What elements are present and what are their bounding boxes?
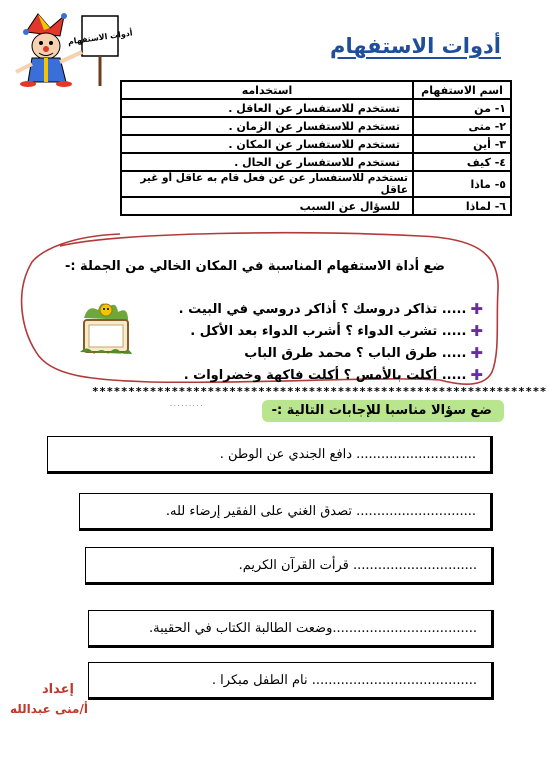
separator-line: *************************************************************** xyxy=(92,385,547,398)
question-word: ١- من xyxy=(413,99,511,117)
answer-line: ........................................ نام الطفل مبكرا . xyxy=(211,672,477,688)
table-row xyxy=(121,171,511,197)
question-word: ٤- كيف xyxy=(413,153,511,171)
plus-bullet-icon: ✚ xyxy=(470,344,483,362)
answer-box[interactable] xyxy=(79,493,493,531)
plus-bullet-icon: ✚ xyxy=(470,366,483,384)
table-row xyxy=(121,197,511,215)
fill-in-heading: ضع أداة الاستفهام المناسبة في المكان الخالي من الجملة :- xyxy=(64,259,445,274)
question-word-use: تستخدم للاستفسار عن المكان . xyxy=(121,135,413,153)
table-row xyxy=(121,99,511,117)
plus-bullet-icon: ✚ xyxy=(470,322,483,340)
clown-sign-illustration xyxy=(8,12,134,88)
answer-box[interactable] xyxy=(85,547,494,585)
ask-question-heading: ضع سؤالا مناسبا للإجابات التالية :- xyxy=(262,400,504,422)
list-item xyxy=(184,366,483,384)
credit-label: إعداد xyxy=(42,682,74,697)
question-word-use: للسؤال عن السبب xyxy=(121,197,413,215)
list-item xyxy=(190,322,483,340)
fill-in-sentence: ..... أكلت بالأمس ؟ أكلت فاكهة وخضراوات . xyxy=(183,367,467,383)
question-word-use: تستخدم للاستفسار عن العاقل . xyxy=(121,99,413,117)
question-word: ٣- أين xyxy=(413,135,511,153)
list-item xyxy=(179,300,483,318)
answer-line: .............................. قرأت القرآن الكريم. xyxy=(238,557,477,573)
column-header-name: اسم الاستفهام xyxy=(413,81,511,99)
question-word: ٥- ماذا xyxy=(413,171,511,197)
page-title: أدوات الاستفهام xyxy=(330,34,501,58)
plus-bullet-icon: ✚ xyxy=(470,300,483,318)
answer-line: ............................. تصدق الغني على الفقير إرضاء لله. xyxy=(165,503,476,519)
table-row xyxy=(121,153,511,171)
separator-dots: · · · · · · · · · xyxy=(170,403,203,410)
answer-box[interactable] xyxy=(88,662,494,700)
fill-in-sentence: ..... طرق الباب ؟ محمد طرق الباب xyxy=(244,345,467,361)
fill-in-sentence: ..... تذاكر دروسك ؟ أذاكر دروسي في البيت . xyxy=(178,301,467,317)
question-word: ٦- لماذا xyxy=(413,197,511,215)
question-word-use: تستخدم للاستفسار عن الزمان . xyxy=(121,117,413,135)
credit-author: أ/منى عبدالله xyxy=(10,702,88,716)
list-item xyxy=(244,344,483,362)
fill-in-sentence: ..... تشرب الدواء ؟ أشرب الدواء بعد الأكل . xyxy=(190,323,467,339)
question-word-use: تستخدم للاستفسار عن الحال . xyxy=(121,153,413,171)
sign-text: أدوات الاستفهام xyxy=(67,28,134,47)
table-header-row xyxy=(121,81,511,99)
decorative-frame-icon xyxy=(78,296,134,360)
question-word-use: تستخدم للاستفسار عن عن فعل قام به عاقل أو غير عاقل xyxy=(121,171,413,197)
question-words-table xyxy=(120,80,512,216)
answer-line: ............................. دافع الجندي عن الوطن . xyxy=(219,446,476,462)
table-row xyxy=(121,135,511,153)
answer-box[interactable] xyxy=(47,436,493,474)
answer-line: ...................................وضعت الطالبة الكتاب في الحقيبة. xyxy=(149,620,477,636)
column-header-use: استخدامه xyxy=(121,81,413,99)
table-row xyxy=(121,117,511,135)
question-word: ٢- متى xyxy=(413,117,511,135)
answer-box[interactable] xyxy=(88,610,494,648)
